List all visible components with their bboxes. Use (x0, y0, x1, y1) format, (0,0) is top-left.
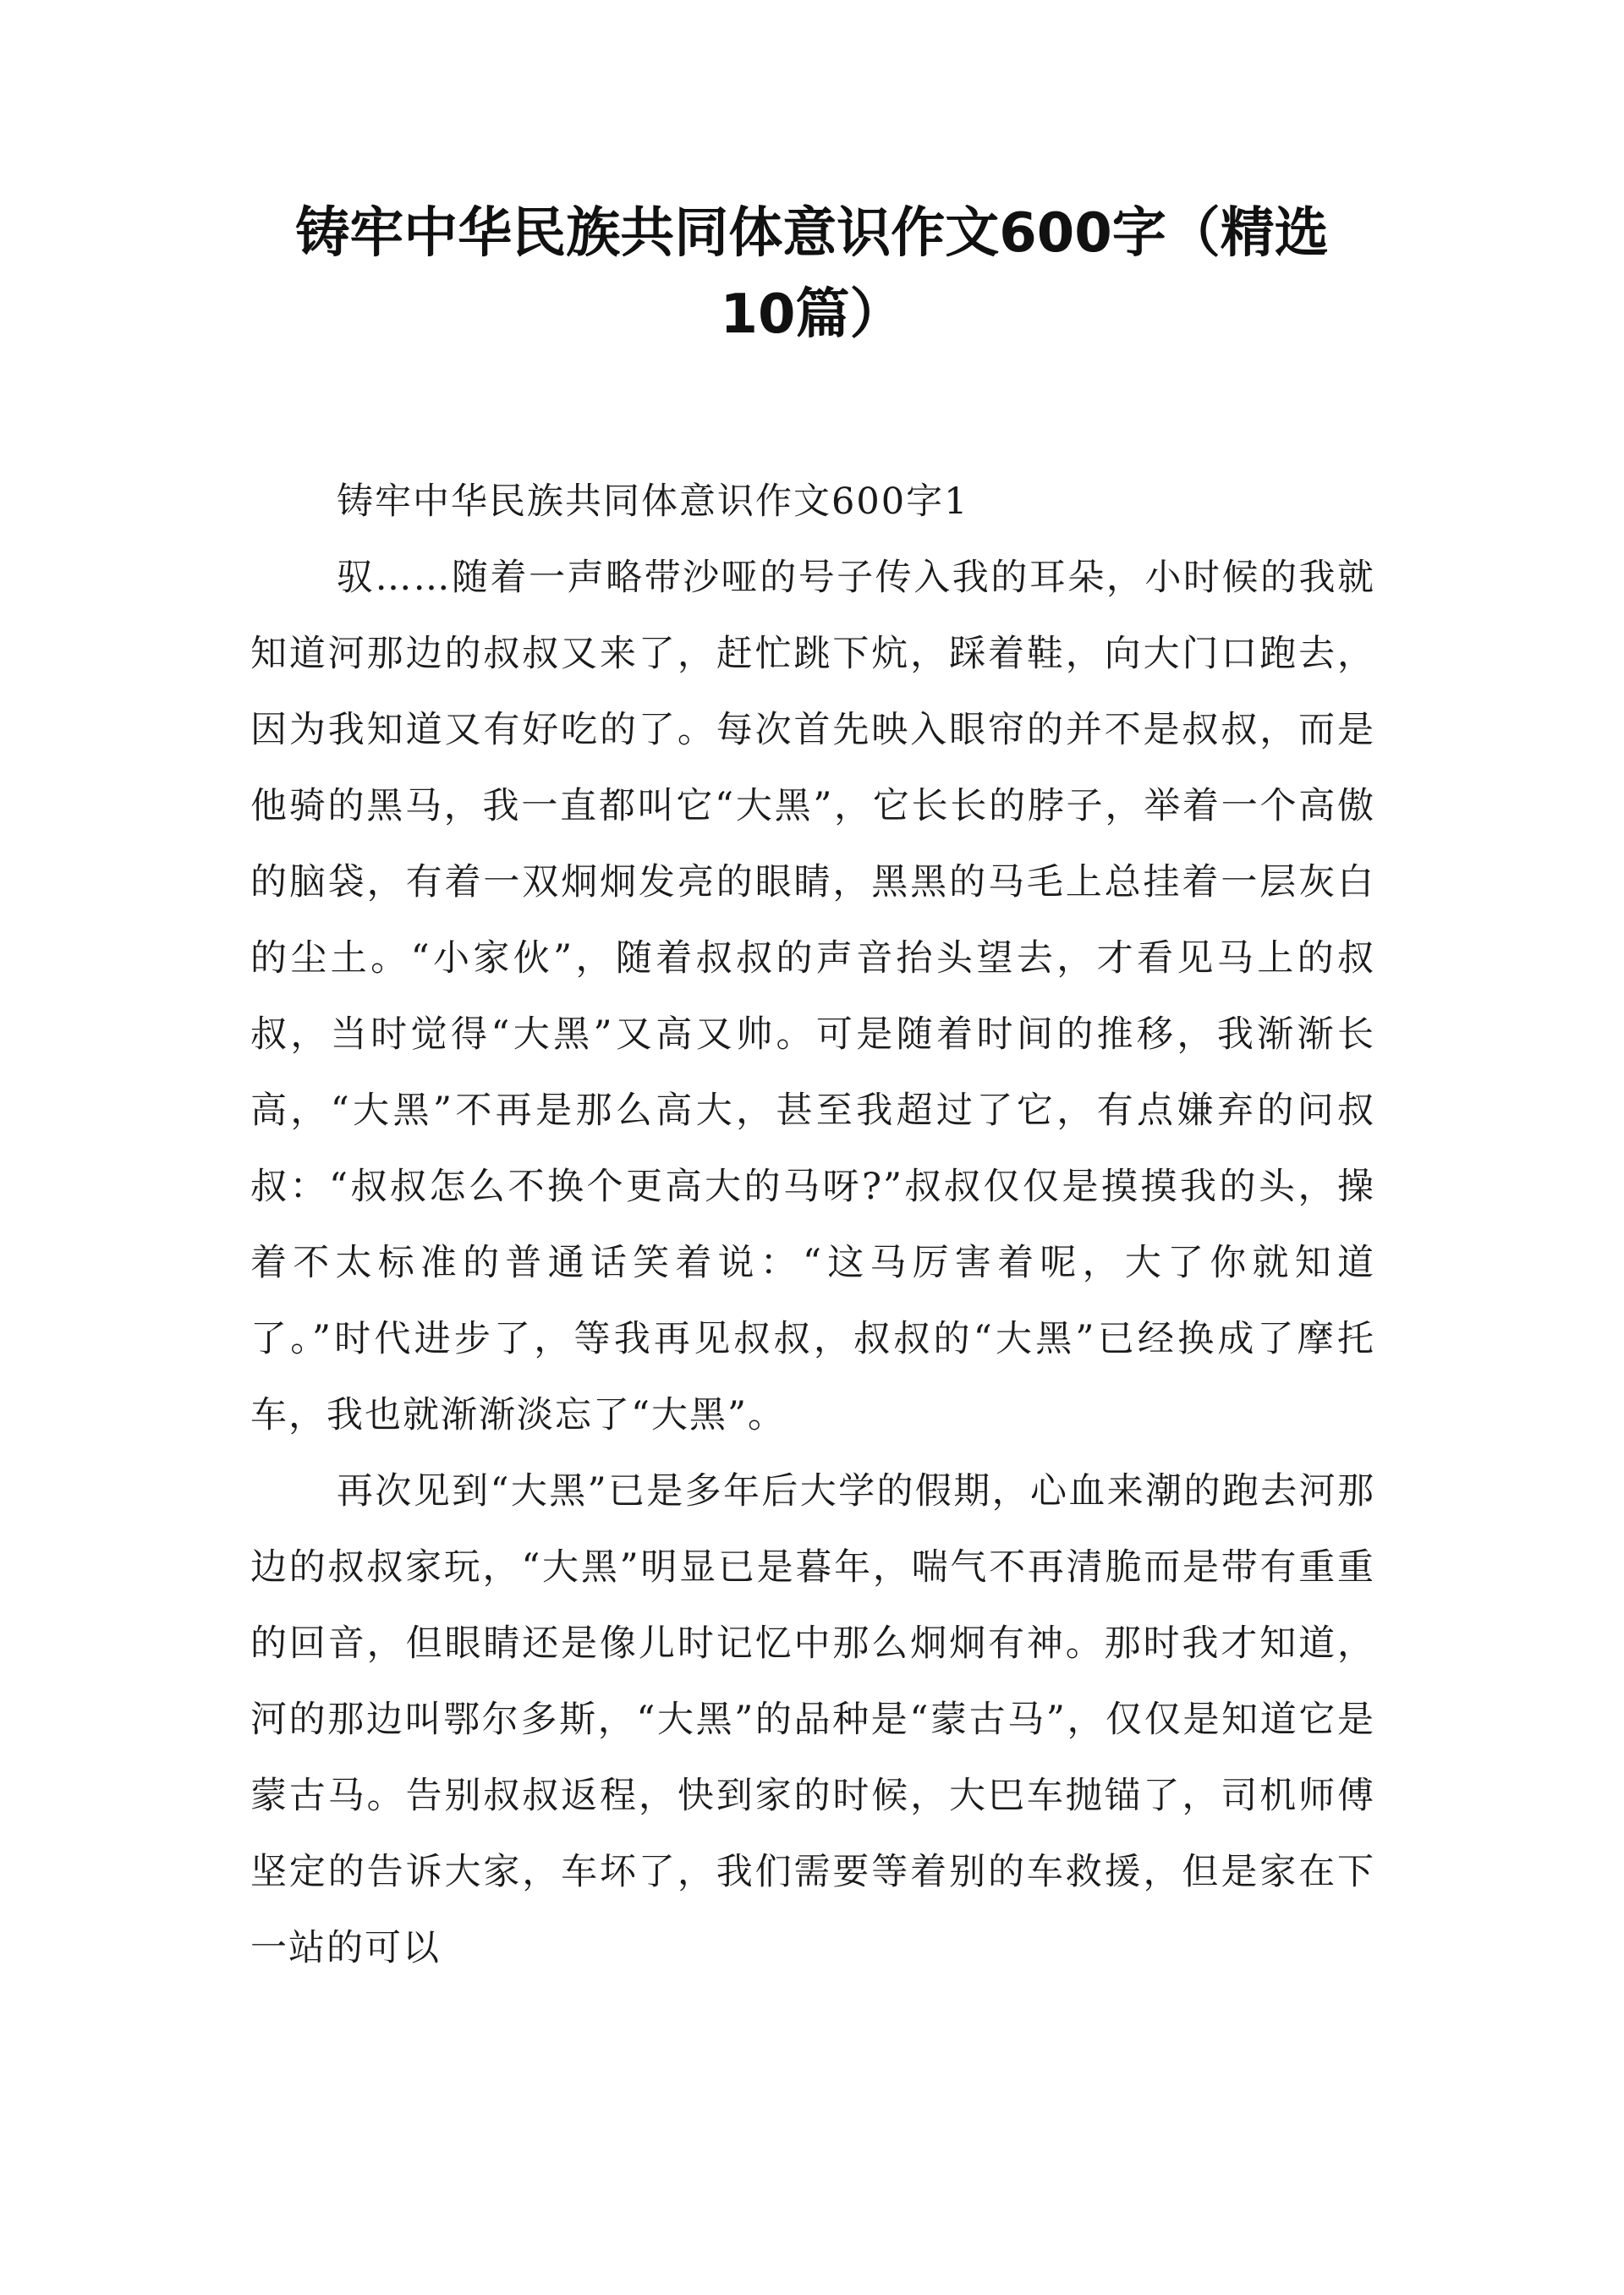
document-title-line-1: 铸牢中华民族共同体意识作文600字（精选 (295, 202, 1329, 265)
section-heading: 铸牢中华民族共同体意识作文600字1 (337, 480, 969, 523)
paragraph-1: 驭……随着一声略带沙哑的号子传入我的耳朵，小时候的我就知道河那边的叔叔又来了，赶忙跳下炕，踩着鞋，向大门口跑去，因为我知道又有好吃的了。每次首先映入眼帘的并不是叔叔，而是他骑的黑马，我一直都叫它“大黑”，它长长的脖子，举着一个高傲的脑袋，有着一双炯炯发亮的眼睛，黑黑的马毛上总挂着一层灰白的尘土。“小家伙”，随着叔叔的声音抬头望去，才看见马上的叔叔，当时觉得“大黑”又高又帅。可是随着时间的推移，我渐渐长高，“大黑”不再是那么高大，甚至我超过了它，有点嫌弃的问叔叔：“叔叔怎么不换个更高大的马呀?”叔叔仅仅是摸摸我的头，操着不太标准的普通话笑着说：“这马厉害着呢，大了你就知道了。”时代进步了，等我再见叔叔，叔叔的“大黑”已经换成了摩托车，我也就渐渐淡忘了“大黑”。 (250, 557, 1375, 1436)
document-title (237, 193, 1387, 355)
document-body (250, 464, 1375, 1986)
paragraph-2: 再次见到“大黑”已是多年后大学的假期，心血来潮的跑去河那边的叔叔家玩，“大黑”明显已是暮年，喘气不再清脆而是带有重重的回音，但眼睛还是像儿时记忆中那么炯炯有神。那时我才知道，河的那边叫鄂尔多斯，“大黑”的品种是“蒙古马”，仅仅是知道它是蒙古马。告别叔叔返程，快到家的时候，大巴车抛锚了，司机师傅坚定的告诉大家，车坏了，我们需要等着别的车救援，但是家在下一站的可以 (250, 1470, 1375, 1969)
document-title-line-2: 10篇） (720, 283, 904, 346)
